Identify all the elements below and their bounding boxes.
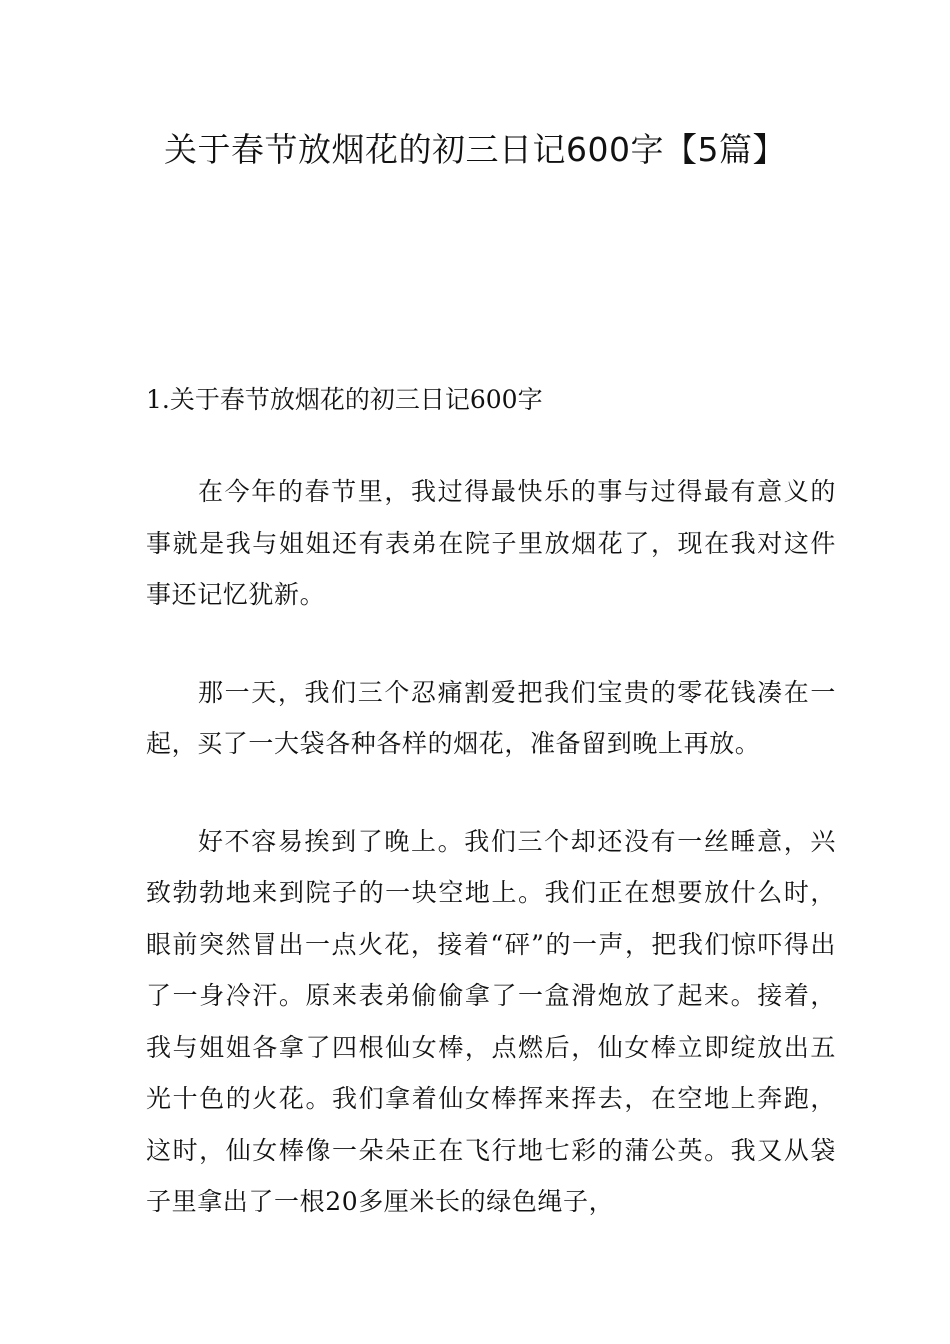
paragraph: 那一天，我们三个忍痛割爱把我们宝贵的零花钱凑在一起，买了一大袋各种各样的烟花，准备留到晚上再放。 <box>146 677 836 758</box>
section-heading: 1.关于春节放烟花的初三日记600字 <box>146 385 543 414</box>
article-body <box>146 466 836 1274</box>
document-title: 关于春节放烟花的初三日记600字【5篇】 <box>164 130 786 169</box>
paragraph: 在今年的春节里，我过得最快乐的事与过得最有意义的事就是我与姐姐还有表弟在院子里放烟花了，现在我对这件事还记忆犹新。 <box>146 477 836 609</box>
paragraph: 好不容易挨到了晚上。我们三个却还没有一丝睡意，兴致勃勃地来到院子的一块空地上。我们正在想要放什么时，眼前突然冒出一点火花，接着“砰”的一声，把我们惊吓得出了一身冷汗。原来表弟偷偷拿了一盒滑炮放了起来。接着，我与姐姐各拿了四根仙女棒，点燃后，仙女棒立即绽放出五光十色的火花。我们拿着仙女棒挥来挥去，在空地上奔跑，这时，仙女棒像一朵朵正在飞行地七彩的蒲公英。我又从袋子里拿出了一根20多厘米长的绿色绳子， <box>146 826 836 1216</box>
